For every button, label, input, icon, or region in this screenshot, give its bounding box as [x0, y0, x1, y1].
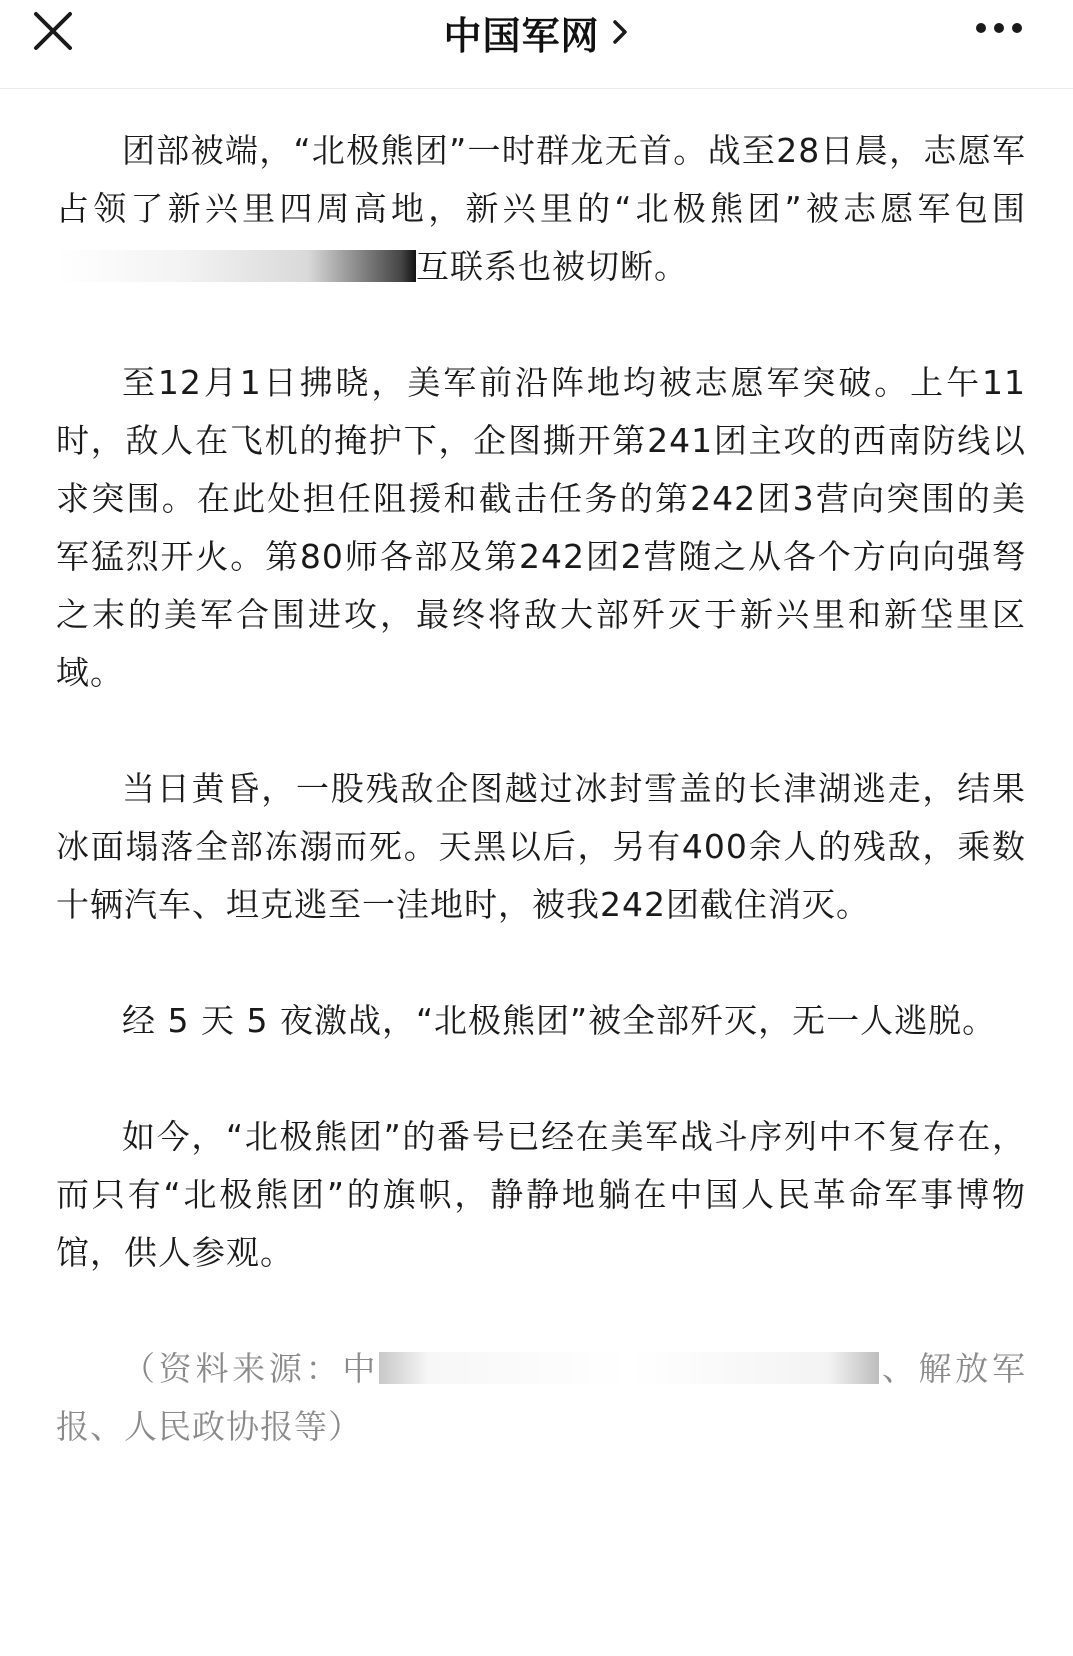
- source-note: [56, 1340, 1026, 1456]
- article-body: [56, 122, 1026, 1514]
- source-text: 、解放军报、人民政协报等）: [56, 1349, 1027, 1446]
- source-text: （资料来源：中: [122, 1349, 380, 1388]
- article-paragraph: 当日黄昏，一股残敌企图越过冰封雪盖的长津湖逃走，结果冰面塌落全部冻溺而死。天黑以后，另有400余人的残敌，乘数十辆汽车、坦克逃至一洼地时，被我242团截住消灭。: [56, 769, 1026, 924]
- article-paragraph: 如今，“北极熊团”的番号已经在美军战斗序列中不复存在，而只有“北极熊团”的旗帜，静静地躺在中国人民革命军事博物馆，供人参观。: [56, 1117, 1026, 1272]
- more-options-button[interactable]: [969, 8, 1029, 48]
- top-navigation-bar: [0, 0, 1073, 89]
- article-paragraph: 至12月1日拂晓，美军前沿阵地均被志愿军突破。上午11时，敌人在飞机的掩护下，企图撕开第241团主攻的西南防线以求突围。在此处担任阻援和截击任务的第242团3营向突围的美军猛烈开火。第80师各部及第242团2营随之从各个方向向强弩之末的美军合围进攻，最终将敌大部歼灭于新兴里和新垈里区域。: [56, 363, 1026, 692]
- redacted-region: [379, 1352, 879, 1384]
- article-paragraph: [56, 122, 1026, 296]
- paragraph-text: 互联系也被切断。: [416, 247, 688, 286]
- paragraph-text: 团部被端，“北极熊团”一时群龙无首。战至28日晨，志愿军占领了新兴里四周高地，新兴里的“北极熊团”被志愿军包围: [56, 131, 1026, 228]
- more-dots-icon: [969, 8, 1029, 48]
- page-title: 中国军网: [443, 13, 600, 58]
- chevron-right-icon: [610, 16, 630, 48]
- article-paragraph: 经 5 天 5 夜激战，“北极熊团”被全部歼灭，无一人逃脱。: [122, 1001, 997, 1040]
- account-title-link[interactable]: [0, 4, 1073, 60]
- redacted-region: [56, 250, 416, 282]
